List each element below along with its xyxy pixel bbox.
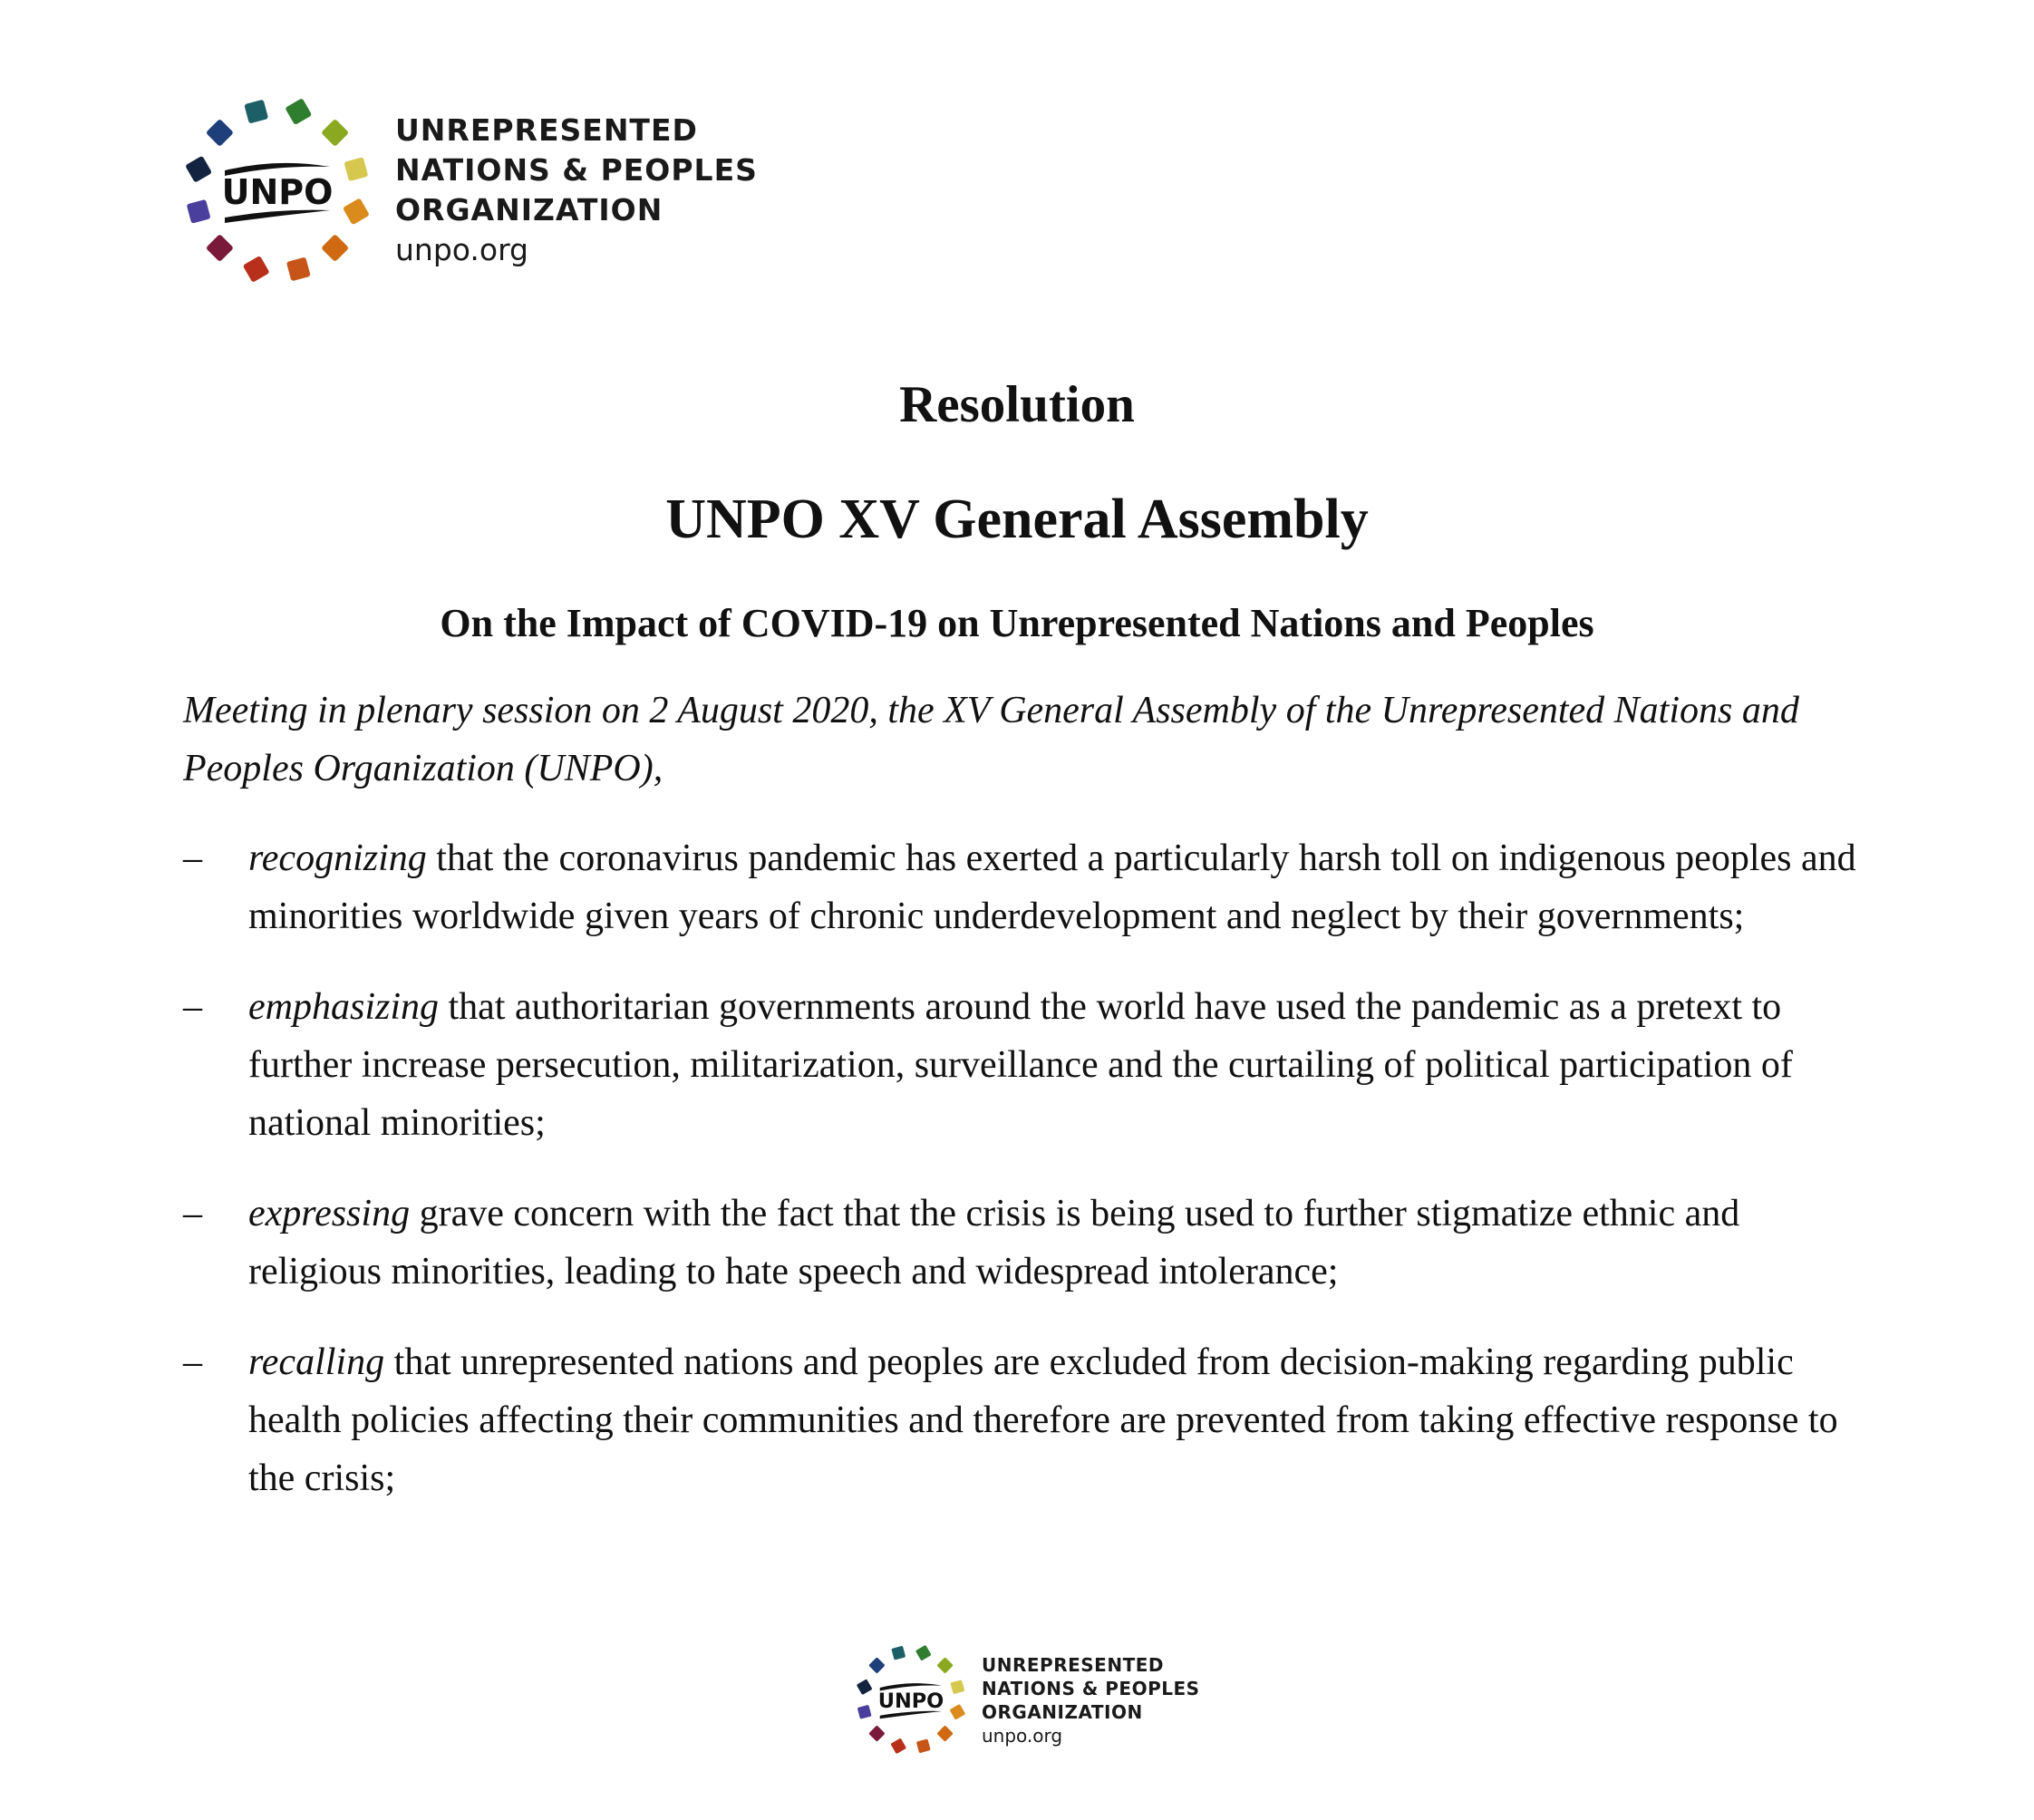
ring-segment	[916, 1738, 931, 1753]
ring-segment	[868, 1725, 885, 1741]
logo-line-1: UNREPRESENTED	[395, 112, 698, 148]
logo-mark-text: UNPO	[221, 172, 334, 212]
document-subtitle: UNPO XV General Assembly	[665, 489, 1369, 550]
logo-mark-text: UNPO	[877, 1689, 944, 1713]
logo-url[interactable]: unpo.org	[982, 1725, 1063, 1747]
clause-text: that unrepresented nations and peoples are excluded from decision-making regarding public health policies affecting their communities and therefore are prevented from taking effective response to the crisis;	[248, 1341, 1838, 1499]
clause-item	[183, 1185, 1860, 1301]
clause-dash: –	[183, 1193, 202, 1234]
logo-line-2: NATIONS & PEOPLES	[395, 152, 758, 188]
clause-lead: recognizing	[248, 837, 427, 879]
ring-segment	[857, 1679, 873, 1695]
header-logo	[178, 91, 758, 295]
clause-text: that the coronavirus pandemic has exerted a particularly harsh toll on indigenous peoples and minorities worldwide given years of chronic underdevelopment and neglect by their governments;	[248, 837, 1856, 937]
clause-item	[183, 1333, 1860, 1507]
clause-lead: expressing	[248, 1193, 411, 1234]
clause-list	[183, 829, 1860, 1540]
logo-url[interactable]: unpo.org	[395, 232, 529, 267]
clause-item	[183, 829, 1860, 945]
ring-segment	[950, 1680, 964, 1694]
clause-text: grave concern with the fact that the crisis is being used to further stigmatize ethnic and religious minorities, leading to hate speech and widespread intolerance;	[248, 1193, 1740, 1292]
ring-segment	[343, 198, 370, 225]
ring-segment	[857, 1705, 872, 1719]
ring-segment	[321, 234, 349, 262]
ring-segment	[936, 1657, 953, 1673]
clause-lead: recalling	[248, 1341, 385, 1383]
ring-segment	[868, 1657, 885, 1673]
ring-segment	[949, 1704, 965, 1720]
ring-segment	[321, 119, 349, 147]
ring-segment	[936, 1725, 953, 1741]
ring-segment	[915, 1645, 932, 1661]
unpo-ring-icon	[178, 91, 377, 290]
ring-segment	[285, 98, 312, 125]
document-title: Resolution	[899, 376, 1135, 433]
logo-line-3: ORGANIZATION	[395, 192, 663, 228]
clause-dash: –	[183, 1341, 202, 1383]
clause-dash: –	[183, 837, 202, 879]
ring-segment	[243, 256, 270, 283]
clause-lead: emphasizing	[248, 986, 439, 1028]
ring-segment	[187, 199, 211, 224]
ring-segment	[344, 157, 368, 181]
clause-item	[183, 978, 1860, 1152]
logo-line-1: UNREPRESENTED	[982, 1654, 1164, 1676]
logo-line-3: ORGANIZATION	[982, 1701, 1143, 1723]
ring-segment	[891, 1646, 906, 1660]
clause-text: that authoritarian governments around the world have used the pandemic as a pretext to further increase persecution, militarization, surveillance and the curtailing of political participation of national minorities;	[248, 986, 1793, 1144]
ring-segment	[185, 156, 212, 183]
ring-segment	[206, 234, 234, 262]
logo-line-2: NATIONS & PEOPLES	[982, 1678, 1200, 1699]
clause-dash: –	[183, 986, 202, 1028]
footer-logo	[852, 1641, 1200, 1763]
ring-segment	[206, 119, 234, 147]
unpo-ring-icon	[852, 1641, 970, 1758]
preamble: Meeting in plenary session on 2 August 2020, the XV General Assembly of the Unrepresented Nations and Peoples Organization (UNPO),	[183, 690, 1799, 789]
ring-segment	[890, 1738, 906, 1754]
ring-segment	[244, 100, 268, 124]
ring-segment	[286, 257, 311, 281]
document-topic: On the Impact of COVID-19 on Unrepresented Nations and Peoples	[440, 601, 1594, 645]
